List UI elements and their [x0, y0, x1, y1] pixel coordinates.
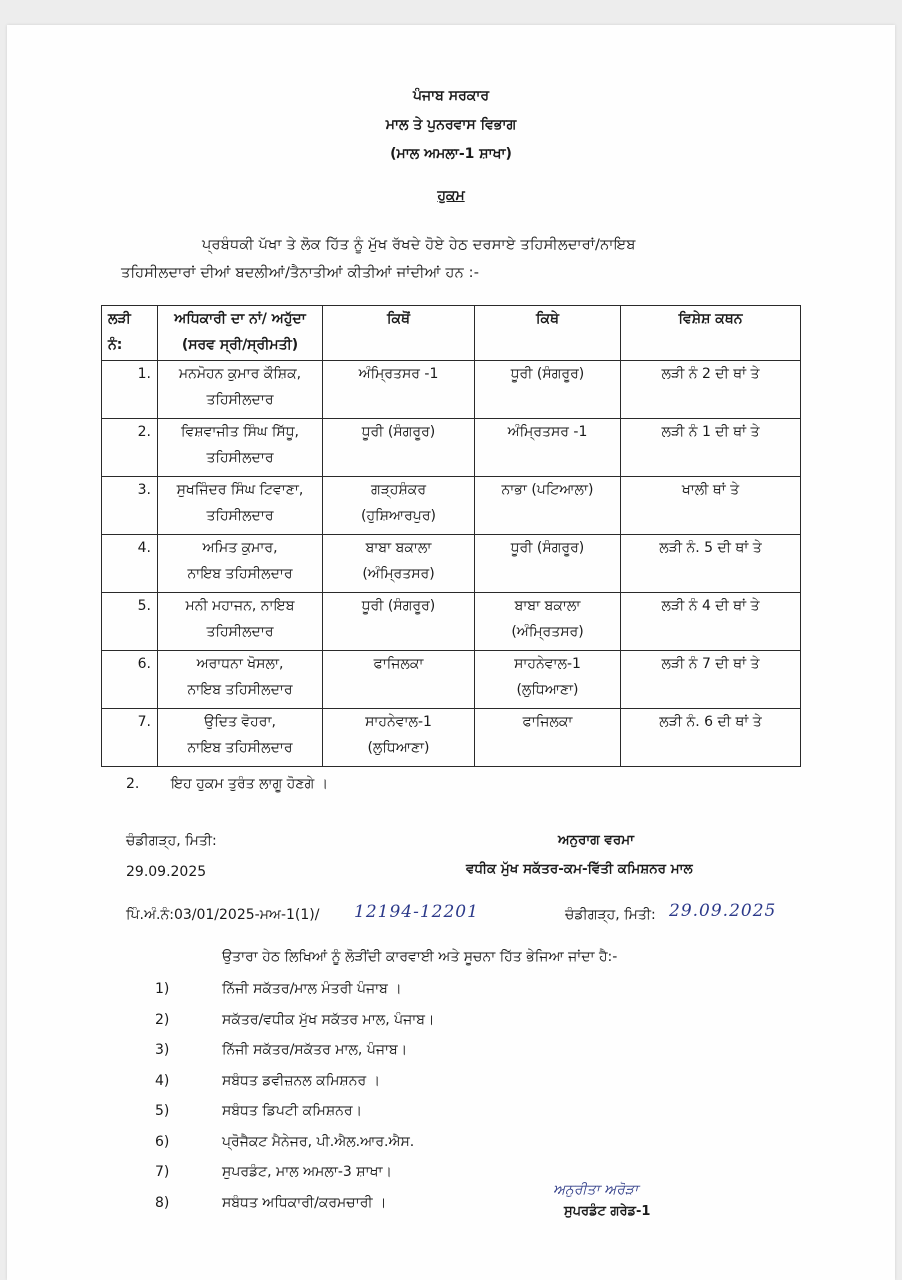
header-name-line2: (ਸਰਵ ਸ੍ਰੀ/ਸ੍ਰੀਮਤੀ)	[181, 337, 299, 353]
endorsement-reference: ਪਿੰ.ਅੰ.ਨੰ:03/01/2025-ਮਅ-1(1)/	[126, 907, 320, 923]
signatory-name: ਅਨੁਰਾਗ ਵਰਮਾ	[558, 832, 634, 848]
signatory-designation: ਵਧੀਕ ਮੁੱਖ ਸਕੱਤਰ-ਕਮ-ਵਿੱਤੀ ਕਮਿਸ਼ਨਰ ਮਾਲ	[466, 861, 693, 877]
recipient-text: ਨਿੱਜੀ ਸਕੱਤਰ/ਸਕੱਤਰ ਮਾਲ, ਪੰਜਾਬ।	[222, 1042, 408, 1058]
from-cell	[323, 477, 475, 535]
handwritten-reference-number: 12194-12201	[354, 902, 479, 922]
header-serial-line1: ਲੜੀ	[108, 311, 131, 327]
recipient-number: 3)	[155, 1042, 170, 1058]
recipient-number: 5)	[155, 1103, 170, 1119]
recipient-number: 6)	[155, 1133, 170, 1150]
recipient-text: ਸਬੰਧਤ ਡਵੀਜ਼ਨਲ ਕਮਿਸ਼ਨਰ ।	[222, 1072, 381, 1089]
remarks-cell	[621, 361, 801, 419]
serial-cell	[102, 651, 158, 709]
to-cell	[475, 419, 621, 477]
to-cell-text: ਫਾਜਿਲਕਾ	[522, 714, 573, 730]
recipient-text: ਸੁਪਰਡੰਟ, ਮਾਲ ਅਮਲਾ-3 ਸ਼ਾਖਾ।	[222, 1164, 392, 1180]
officer-cell	[158, 593, 323, 651]
officer-cell-text: ਨਾਇਬ ਤਹਿਸੀਲਦਾਰ	[187, 682, 293, 698]
table-row	[102, 477, 801, 535]
officer-cell	[158, 651, 323, 709]
from-cell-text: ਬਾਬਾ ਬਕਾਲਾ	[365, 540, 432, 556]
remarks-cell-text: ਲੜੀ ਨੰ. 6 ਦੀ ਥਾਂ ਤੇ	[659, 714, 762, 730]
to-cell	[475, 593, 621, 651]
order-date: 29.09.2025	[126, 864, 207, 880]
officer-cell-text: ਉਦਿਤ ਵੋਹਰਾ,	[204, 714, 276, 730]
remarks-cell	[621, 419, 801, 477]
officer-cell-text: ਵਿਸ਼ਵਾਜੀਤ ਸਿੰਘ ਸਿੱਧੂ,	[181, 424, 299, 440]
serial-cell-text: 1.	[137, 366, 151, 382]
serial-cell	[102, 535, 158, 593]
to-cell-text: ਸਾਹਨੇਵਾਲ-1	[514, 656, 581, 672]
from-cell-text: ਅੰਮ੍ਰਿਤਸਰ -1	[358, 366, 439, 382]
officer-cell	[158, 361, 323, 419]
serial-cell-text: 3.	[137, 482, 151, 498]
from-cell-text: (ਅੰਮ੍ਰਿਤਸਰ)	[362, 566, 435, 582]
officer-cell	[158, 535, 323, 593]
officer-cell-text: ਮਨਮੋਹਨ ਕੁਮਾਰ ਕੌਸ਼ਿਕ,	[178, 366, 302, 382]
serial-cell	[102, 593, 158, 651]
to-cell-text: ਅੰਮ੍ਰਿਤਸਰ -1	[507, 424, 588, 440]
intro-line-2: ਤਹਿਸੀਲਦਾਰਾਂ ਦੀਆਂ ਬਦਲੀਆਂ/ਤੈਨਾਤੀਆਂ ਕੀਤੀਆਂ ਜਾਂਦੀਆਂ ਹਨ :-	[121, 265, 480, 281]
from-cell-text: ਧੂਰੀ (ਸੰਗਰੂਰ)	[361, 598, 436, 614]
clause-text: ਇਹ ਹੁਕਮ ਤੁਰੰਤ ਲਾਗੂ ਹੋਣਗੇ ।	[171, 776, 329, 792]
from-cell-text: (ਲੁਧਿਆਣਾ)	[367, 740, 430, 756]
header-serial-line2: ਨੰ:	[108, 337, 123, 353]
officer-cell-text: ਅਰਾਧਨਾ ਖੋਸਲਾ,	[196, 656, 284, 672]
table-row	[102, 361, 801, 419]
handwritten-signature: ਅਨੁਰੀਤਾ ਅਰੋੜਾ	[553, 1182, 638, 1198]
officer-cell-text: ਤਹਿਸੀਲਦਾਰ	[206, 392, 274, 408]
remarks-cell	[621, 651, 801, 709]
header-serial	[102, 306, 158, 361]
officer-cell	[158, 709, 323, 767]
officer-cell-text: ਸੁਖਜਿੰਦਰ ਸਿੰਘ ਟਿਵਾਣਾ,	[176, 482, 304, 498]
recipient-text: ਪ੍ਰੋਜੈਕਟ ਮੈਨੇਜਰ, ਪੀ.ਐਲ.ਆਰ.ਐਸ.	[222, 1133, 415, 1150]
serial-cell-text: 5.	[137, 598, 151, 614]
handwritten-date: 29.09.2025	[669, 901, 777, 921]
to-cell-text: (ਲੁਧਿਆਣਾ)	[516, 682, 579, 698]
recipient-number: 2)	[155, 1011, 170, 1028]
recipient-text: ਸਬੰਧਤ ਡਿਪਟੀ ਕਮਿਸ਼ਨਰ।	[222, 1103, 363, 1119]
serial-cell	[102, 709, 158, 767]
serial-cell	[102, 477, 158, 535]
remarks-cell-text: ਲੜੀ ਨੰ 7 ਦੀ ਥਾਂ ਤੇ	[661, 656, 760, 672]
officer-cell-text: ਨਾਇਬ ਤਹਿਸੀਲਦਾਰ	[187, 740, 293, 756]
recipient-number: 8)	[155, 1194, 170, 1211]
officer-cell	[158, 477, 323, 535]
table-row	[102, 535, 801, 593]
branch-name: (ਮਾਲ ਅਮਲਾ-1 ਸ਼ਾਖਾ)	[390, 146, 512, 162]
officer-cell-text: ਨਾਇਬ ਤਹਿਸੀਲਦਾਰ	[187, 566, 293, 582]
to-cell	[475, 709, 621, 767]
remarks-cell	[621, 477, 801, 535]
serial-cell-text: 4.	[137, 540, 151, 556]
to-cell	[475, 477, 621, 535]
remarks-cell	[621, 709, 801, 767]
recipient-text: ਸਕੱਤਰ/ਵਧੀਕ ਮੁੱਖ ਸਕੱਤਰ ਮਾਲ, ਪੰਜਾਬ।	[222, 1011, 435, 1028]
table-row	[102, 593, 801, 651]
to-cell-text: ਧੂਰੀ (ਸੰਗਰੂਰ)	[510, 540, 585, 556]
to-cell	[475, 361, 621, 419]
recipient-number: 7)	[155, 1164, 170, 1180]
officer-cell-text: ਅਮਿਤ ਕੁਮਾਰ,	[202, 540, 278, 556]
from-cell	[323, 361, 475, 419]
remarks-cell-text: ਲੜੀ ਨੰ 4 ਦੀ ਥਾਂ ਤੇ	[661, 598, 760, 614]
remarks-cell	[621, 535, 801, 593]
recipient-number: 1)	[155, 981, 170, 997]
remarks-cell-text: ਖਾਲੀ ਥਾਂ ਤੇ	[681, 482, 740, 498]
to-cell	[475, 535, 621, 593]
from-cell-text: ਗੜ੍ਹਸ਼ੰਕਰ	[370, 482, 427, 498]
to-cell-text: ਬਾਬਾ ਬਕਾਲਾ	[514, 598, 581, 614]
endorsement-place-date-label: ਚੰਡੀਗੜ੍ਹ, ਮਿਤੀ:	[565, 907, 656, 923]
header-name	[158, 306, 323, 361]
remarks-cell-text: ਲੜੀ ਨੰ. 5 ਦੀ ਥਾਂ ਤੇ	[659, 540, 762, 556]
remarks-cell-text: ਲੜੀ ਨੰ 2 ਦੀ ਥਾਂ ਤੇ	[661, 366, 760, 382]
table-row	[102, 651, 801, 709]
endorsement-intro: ਉਤਾਰਾ ਹੇਠ ਲਿਖਿਆਂ ਨੂੰ ਲੋੜੀਂਦੀ ਕਾਰਵਾਈ ਅਤੇ ਸੂਚਨਾ ਹਿੱਤ ਭੇਜਿਆ ਜਾਂਦਾ ਹੈ:-	[222, 949, 618, 965]
from-cell	[323, 651, 475, 709]
header-name-line1: ਅਧਿਕਾਰੀ ਦਾ ਨਾਂ/ ਅਹੁੱਦਾ	[174, 311, 306, 327]
from-cell-text: ਧੂਰੀ (ਸੰਗਰੂਰ)	[361, 424, 436, 440]
signer-designation: ਸੁਪਰਡੰਟ ਗਰੇਡ-1	[564, 1204, 651, 1219]
recipient-text: ਨਿੱਜੀ ਸਕੱਤਰ/ਮਾਲ ਮੰਤਰੀ ਪੰਜਾਬ ।	[222, 981, 402, 997]
department-name: ਮਾਲ ਤੇ ਪੁਨਰਵਾਸ ਵਿਭਾਗ	[385, 117, 517, 133]
header-to: ਕਿਥੇ	[475, 306, 621, 361]
recipient-number: 4)	[155, 1072, 170, 1089]
remarks-cell	[621, 593, 801, 651]
order-title: ਹੁਕਮ	[437, 188, 465, 204]
govt-name: ਪੰਜਾਬ ਸਰਕਾਰ	[412, 88, 490, 104]
from-cell-text: ਸਾਹਨੇਵਾਲ-1	[365, 714, 432, 730]
place-date-label: ਚੰਡੀਗੜ੍ਹ, ਮਿਤੀ:	[126, 833, 217, 849]
to-cell	[475, 651, 621, 709]
officer-cell-text: ਤਹਿਸੀਲਦਾਰ	[206, 450, 274, 466]
table-header-row	[102, 306, 801, 361]
intro-line-1: ਪ੍ਰਬੰਧਕੀ ਪੱਖਾ ਤੇ ਲੋਕ ਹਿੱਤ ਨੂੰ ਮੁੱਖ ਰੱਖਦੇ ਹੋਏ ਹੇਠ ਦਰਸਾਏ ਤਹਿਸੀਲਦਾਰਾਂ/ਨਾਇਬ	[202, 237, 636, 253]
to-cell-text: ਨਾਭਾ (ਪਟਿਆਲਾ)	[501, 482, 594, 498]
serial-cell-text: 6.	[137, 656, 151, 672]
table-row	[102, 709, 801, 767]
to-cell-text: ਧੂਰੀ (ਸੰਗਰੂਰ)	[510, 366, 585, 382]
from-cell-text: (ਹੁਸ਼ਿਆਰਪੁਰ)	[361, 508, 436, 524]
serial-cell-text: 2.	[137, 424, 151, 440]
from-cell	[323, 535, 475, 593]
from-cell-text: ਫਾਜਿਲਕਾ	[373, 656, 424, 672]
from-cell	[323, 709, 475, 767]
recipient-text: ਸਬੰਧਤ ਅਧਿਕਾਰੀ/ਕਰਮਚਾਰੀ ।	[222, 1194, 387, 1211]
officer-cell	[158, 419, 323, 477]
to-cell-text: (ਅੰਮ੍ਰਿਤਸਰ)	[511, 624, 584, 640]
clause-number: 2.	[126, 776, 140, 792]
remarks-cell-text: ਲੜੀ ਨੰ 1 ਦੀ ਥਾਂ ਤੇ	[661, 424, 760, 440]
serial-cell-text: 7.	[137, 714, 151, 730]
header-remarks: ਵਿਸ਼ੇਸ਼ ਕਥਨ	[621, 306, 801, 361]
from-cell	[323, 593, 475, 651]
table-row	[102, 419, 801, 477]
officer-cell-text: ਮਨੀ ਮਹਾਜਨ, ਨਾਇਬ	[185, 598, 295, 614]
header-from: ਕਿਥੋਂ	[323, 306, 475, 361]
serial-cell	[102, 361, 158, 419]
officer-cell-text: ਤਹਿਸੀਲਦਾਰ	[206, 624, 274, 640]
from-cell	[323, 419, 475, 477]
transfer-table	[101, 305, 801, 767]
officer-cell-text: ਤਹਿਸੀਲਦਾਰ	[206, 508, 274, 524]
serial-cell	[102, 419, 158, 477]
